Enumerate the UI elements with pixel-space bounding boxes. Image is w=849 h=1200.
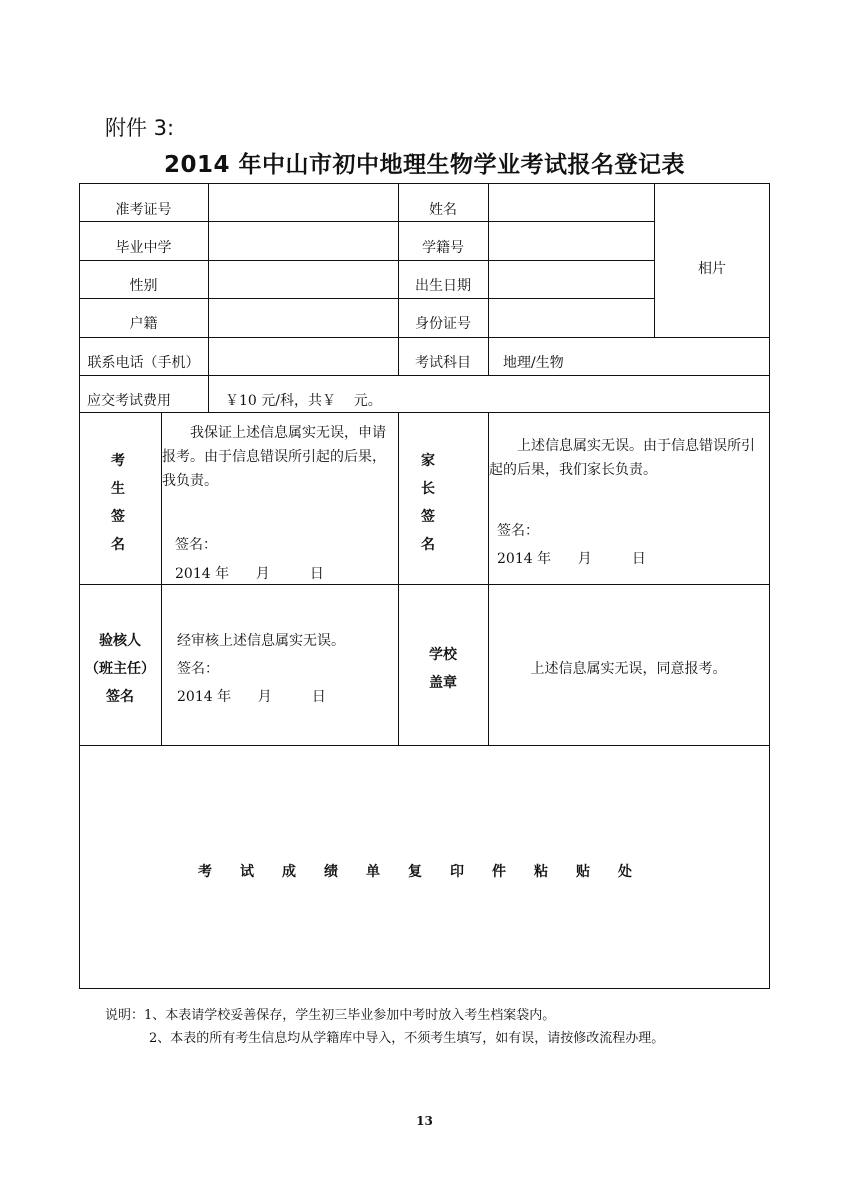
phone-label: 联系电话（手机） xyxy=(87,355,200,371)
verifier-sign-line: 签名： xyxy=(177,661,219,677)
photo-label: 相片 xyxy=(698,261,726,277)
row-line xyxy=(79,412,770,413)
parent-sign-label-1: 家 xyxy=(421,453,435,469)
row-line xyxy=(79,584,770,585)
parent-sign-date: 2014 年 月 日 xyxy=(497,551,646,567)
student-statement: 我保证上述信息属实无误，申请报考。由于信息错误所引起的后果，我负责。 xyxy=(162,425,386,489)
parent-sign-label-2: 长 xyxy=(421,481,435,497)
verifier-sign-date: 2014 年 月 日 xyxy=(177,689,326,705)
student-sign-label-4: 名 xyxy=(111,537,125,553)
attachment-label: 附件 3: xyxy=(105,116,175,140)
notes xyxy=(105,1004,664,1050)
gender-label: 性别 xyxy=(129,278,158,294)
parent-sign-label-3: 签 xyxy=(421,509,435,525)
birth-date-label: 出生日期 xyxy=(415,278,471,294)
exam-number-label: 准考证号 xyxy=(115,202,172,218)
student-sign-label-3: 签 xyxy=(111,509,125,525)
verifier-label-2: （班主任） xyxy=(85,661,155,677)
col-line xyxy=(488,183,489,375)
verifier-label-1: 验核人 xyxy=(99,633,141,649)
school-seal-label-1: 学校 xyxy=(429,647,457,663)
col-line xyxy=(208,183,209,412)
name-label: 姓名 xyxy=(429,202,457,218)
row-line xyxy=(79,298,654,299)
note-1: 说明：1、本表请学校妥善保存，学生初三毕业参加中考时放入考生档案袋内。 xyxy=(105,1008,556,1023)
school-seal-statement: 上述信息属实无误，同意报考。 xyxy=(530,661,727,677)
fee-label: 应交考试费用 xyxy=(87,393,171,409)
parent-sign-line: 签名： xyxy=(497,523,539,539)
student-sign-label-2: 生 xyxy=(111,481,125,497)
page-number: 13 xyxy=(416,1114,433,1128)
student-id-label: 学籍号 xyxy=(422,240,464,256)
school-seal-label-2: 盖章 xyxy=(429,675,457,691)
registration-form xyxy=(79,183,770,989)
graduated-school-label: 毕业中学 xyxy=(115,240,172,256)
exam-subject-label: 考试科目 xyxy=(415,355,471,371)
verifier-statement: 经审核上述信息属实无误。 xyxy=(177,633,345,649)
parent-sign-label-4: 名 xyxy=(421,537,435,553)
transcript-paste-area: 考试成绩单复印件粘贴处 xyxy=(198,864,660,880)
exam-subject-value: 地理/生物 xyxy=(503,355,564,371)
row-line xyxy=(79,337,770,338)
parent-statement: 上述信息属实无误。由于信息错误所引起的后果，我们家长负责。 xyxy=(489,438,755,478)
row-line xyxy=(79,375,770,376)
student-sign-date: 2014 年 月 日 xyxy=(175,566,324,582)
student-sign-line: 签名： xyxy=(175,537,217,553)
row-line xyxy=(79,260,654,261)
form-title: 2014 年中山市初中地理生物学业考试报名登记表 xyxy=(163,152,686,178)
id-number-label: 身份证号 xyxy=(415,316,471,332)
household-label: 户籍 xyxy=(129,316,158,332)
fee-value: ￥10 元/科，共￥ 元。 xyxy=(225,393,382,409)
verifier-label-3: 签名 xyxy=(106,689,134,705)
note-2: 2、本表的所有考生信息均从学籍库中导入，不须考生填写，如有误，请按修改流程办理。 xyxy=(149,1031,665,1046)
row-line xyxy=(79,745,770,746)
student-sign-label-1: 考 xyxy=(111,453,125,469)
row-line xyxy=(79,221,654,222)
col-line xyxy=(398,412,399,745)
